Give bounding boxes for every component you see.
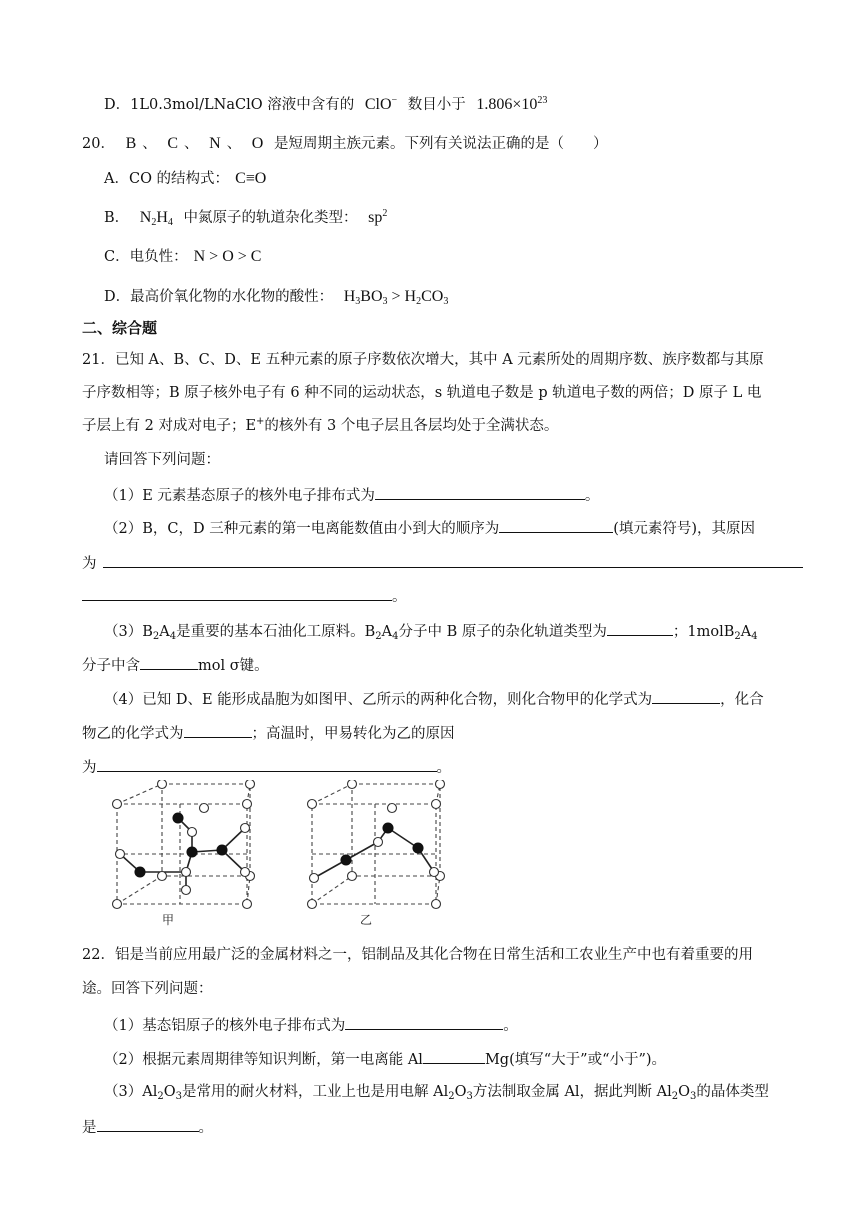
q21-part-2-reason-cont: 。 — [82, 585, 407, 607]
q22-part-3: $(3)Al_2O_3$是常用的耐火材料，工业上也是用电解 $Al_2O_3$方法制取金属 Al，据此判断 $Al_2O_3$的晶体类型 — [104, 1084, 769, 1102]
q21-part-1: （1）E 元素基态原子的核外电子排布式为 。 — [104, 484, 599, 506]
q21-line-2: 子序数相等；B 原子核外电子有 6 种不同的运动状态，s 轨道电子数是 p 轨道电子数的两倍；D 原子 L 电 — [82, 385, 762, 401]
answer-blank[interactable] — [140, 654, 198, 670]
answer-blank[interactable] — [82, 585, 392, 601]
answer-blank[interactable] — [652, 688, 720, 704]
answer-blank[interactable] — [184, 722, 252, 738]
crystal-cell-yi — [308, 780, 445, 909]
crystal-figures — [100, 780, 470, 930]
answer-blank[interactable] — [103, 552, 803, 568]
answer-blank[interactable] — [97, 1116, 199, 1132]
answer-blank[interactable] — [423, 1048, 485, 1064]
q22-line-1: 22．铝是当前应用最广泛的金属材料之一，铝制品及其化合物在日常生活和工农业生产中也有着重要的用 — [82, 947, 753, 963]
section-title: 二、综合题 — [82, 319, 158, 337]
figure-label-jia: 甲 — [162, 913, 175, 927]
q20-option-d: D．最高价氧化物的水化物的酸性： $H_3BO_3 > H_2CO_3$ — [104, 288, 449, 307]
answer-blank[interactable] — [375, 484, 585, 500]
q22-line-2: 途。回答下列问题： — [82, 981, 213, 997]
q20-option-c: C．电负性： N > O > C — [104, 248, 262, 265]
answer-blank[interactable] — [607, 620, 673, 636]
q21-part-4: （4）已知 D、E 能形成晶胞为如图甲、乙所示的两种化合物，则化合物甲的化学式为 ，化合 — [104, 688, 764, 710]
q20-option-b: B． $N_2H_4$ 中氮原子的轨道杂化类型： $sp^2$ — [104, 208, 388, 228]
q21-part-4-reason: 为 。 — [82, 756, 451, 778]
q21-ask: 请回答下列问题： — [104, 452, 220, 468]
figure-label-yi: 乙 — [360, 913, 373, 927]
answer-blank[interactable] — [499, 517, 613, 533]
q21-line-1: 21．已知 A、B、C、D、E 五种元素的原子序数依次增大，其中 A 元素所处的周期序数、族序数都与其原 — [82, 352, 764, 368]
answer-blank[interactable] — [97, 756, 437, 772]
q22-part-1: （1）基态铝原子的核外电子排布式为 。 — [104, 1014, 518, 1036]
q21-part-2-reason: 为 — [82, 552, 803, 574]
q21-part-3: $(3)B_2A_4$是重要的基本石油化工原料。$B_2A_4$分子中 B 原子的杂化轨道类型为 ；$1molB_2A_4$ — [104, 620, 758, 642]
q21-part-4-cont: 物乙的化学式为 ；高温时，甲易转化为乙的原因 — [82, 722, 455, 744]
q20-option-a: A．CO 的结构式： C≡O — [104, 170, 267, 187]
crystal-cell-jia — [113, 780, 255, 909]
answer-blank[interactable] — [345, 1014, 503, 1030]
q20-stem: 20． B 、 C 、 N 、 O 是短周期主族元素。下列有关说法正确的是（ ） — [82, 135, 608, 152]
q19-option-d: D．1L0.3mol/LNaClO 溶液中含有的 ClO− 数目小于 $1.806\times 10^{23}$ — [104, 95, 548, 113]
q21-line-3: 子层上有 2 对成对电子；E+的核外有 3 个电子层且各层均处于全满状态。 — [82, 416, 559, 434]
q22-part-3-cont: 是 。 — [82, 1116, 213, 1138]
q22-part-2: （2）根据元素周期律等知识判断，第一电离能 Al Mg(填写“大于”或“小于”)。 — [104, 1048, 666, 1070]
q21-part-2: （2）B，C，D 三种元素的第一电离能数值由小到大的顺序为 (填元素符号)，其原因 — [104, 517, 755, 539]
q21-part-3-cont: 分子中含 mol σ键。 — [82, 654, 269, 676]
